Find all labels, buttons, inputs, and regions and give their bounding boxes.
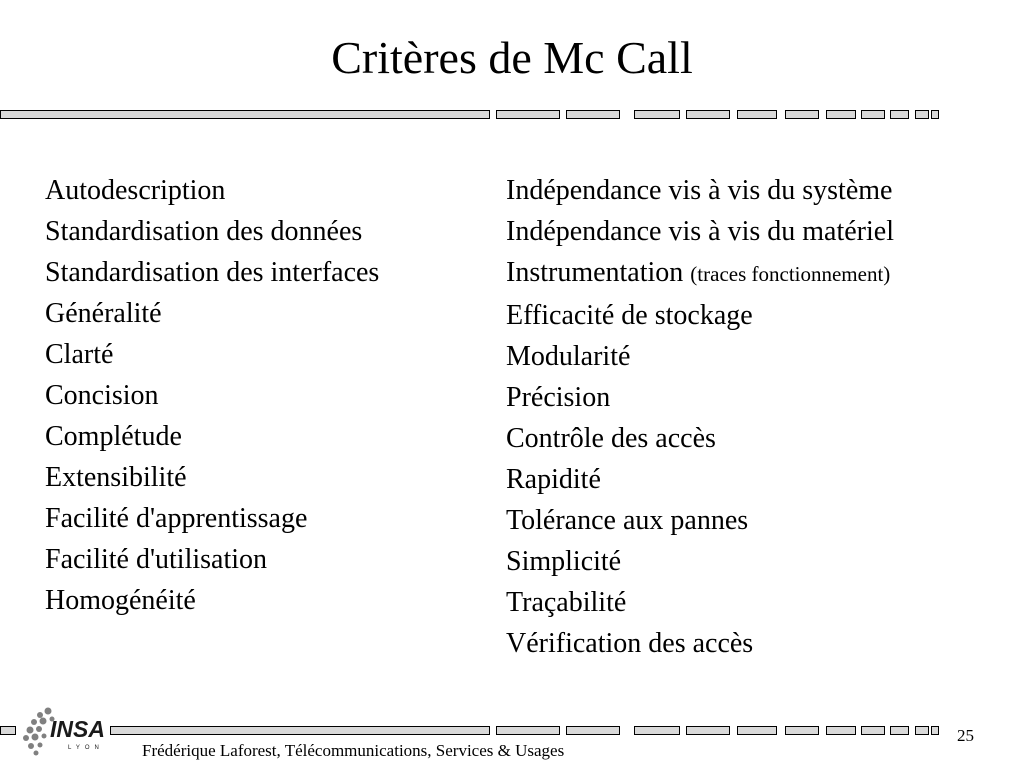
list-item (506, 377, 894, 418)
list-item-text: Rapidité (506, 464, 601, 495)
list-item (506, 336, 894, 377)
list-item: Concision (45, 380, 159, 411)
list-item: Autodescription (45, 175, 226, 206)
list-item-text: Tolérance aux pannes (506, 505, 749, 536)
rule-segment (496, 110, 560, 119)
top-dashed-rule (0, 110, 940, 119)
list-item (506, 211, 894, 252)
right-criteria-list (506, 170, 894, 664)
list-item (506, 459, 894, 500)
list-item: Généralité (45, 298, 162, 329)
rule-segment (634, 726, 680, 735)
logo-subtext: LYON (68, 745, 104, 751)
rule-segment (915, 110, 929, 119)
list-item-text: Traçabilité (506, 587, 627, 618)
insa-logo (10, 703, 118, 759)
rule-segment (890, 110, 909, 119)
logo-text: INSA (50, 716, 105, 742)
list-item-text: Vérification des accès (506, 628, 754, 659)
list-item: Facilité d'apprentissage (45, 503, 308, 534)
list-item (506, 295, 894, 336)
rule-segment (826, 726, 856, 735)
footer-text: Frédérique Laforest, Télécommunications, Services & Usages (142, 741, 565, 760)
list-item-text: Contrôle des accès (506, 423, 716, 454)
rule-segment (785, 110, 819, 119)
rule-segment (566, 726, 620, 735)
rule-segment (686, 726, 730, 735)
rule-segment (826, 110, 856, 119)
list-item: Complétude (45, 421, 182, 452)
rule-segment (890, 726, 909, 735)
rule-segment (737, 110, 777, 119)
list-item-text: Indépendance vis à vis du système (506, 175, 893, 206)
list-item: Facilité d'utilisation (45, 544, 268, 575)
rule-segment (686, 110, 730, 119)
list-item-text: Simplicité (506, 546, 622, 577)
rule-segment (931, 110, 939, 119)
rule-segment (737, 726, 777, 735)
rule-segment (861, 110, 885, 119)
list-item-text: Indépendance vis à vis du matériel (506, 216, 894, 247)
list-item-note: (traces fonctionnement) (690, 262, 891, 286)
left-criteria-list (45, 170, 379, 621)
page-number: 25 (957, 726, 974, 745)
rule-segment (915, 726, 929, 735)
list-item-text: Précision (506, 382, 611, 413)
slide-title: Critères de Mc Call (331, 32, 693, 83)
list-item (506, 500, 894, 541)
list-item (506, 541, 894, 582)
rule-segment (785, 726, 819, 735)
list-item (506, 252, 894, 295)
list-item-text: Modularité (506, 341, 631, 372)
list-item: Homogénéité (45, 585, 196, 616)
list-item: Clarté (45, 339, 114, 370)
list-item-text: Instrumentation (506, 257, 684, 288)
rule-segment (0, 110, 490, 119)
rule-segment (861, 726, 885, 735)
list-item (506, 623, 894, 664)
rule-segment (931, 726, 939, 735)
list-item-text: Efficacité de stockage (506, 300, 753, 331)
list-item: Standardisation des interfaces (45, 257, 380, 288)
rule-segment (634, 110, 680, 119)
rule-segment (496, 726, 560, 735)
rule-segment (566, 110, 620, 119)
list-item: Extensibilité (45, 462, 187, 493)
list-item (506, 582, 894, 623)
list-item (506, 170, 894, 211)
list-item: Standardisation des données (45, 216, 363, 247)
bottom-dashed-rule (110, 726, 940, 735)
rule-segment (110, 726, 490, 735)
list-item (506, 418, 894, 459)
